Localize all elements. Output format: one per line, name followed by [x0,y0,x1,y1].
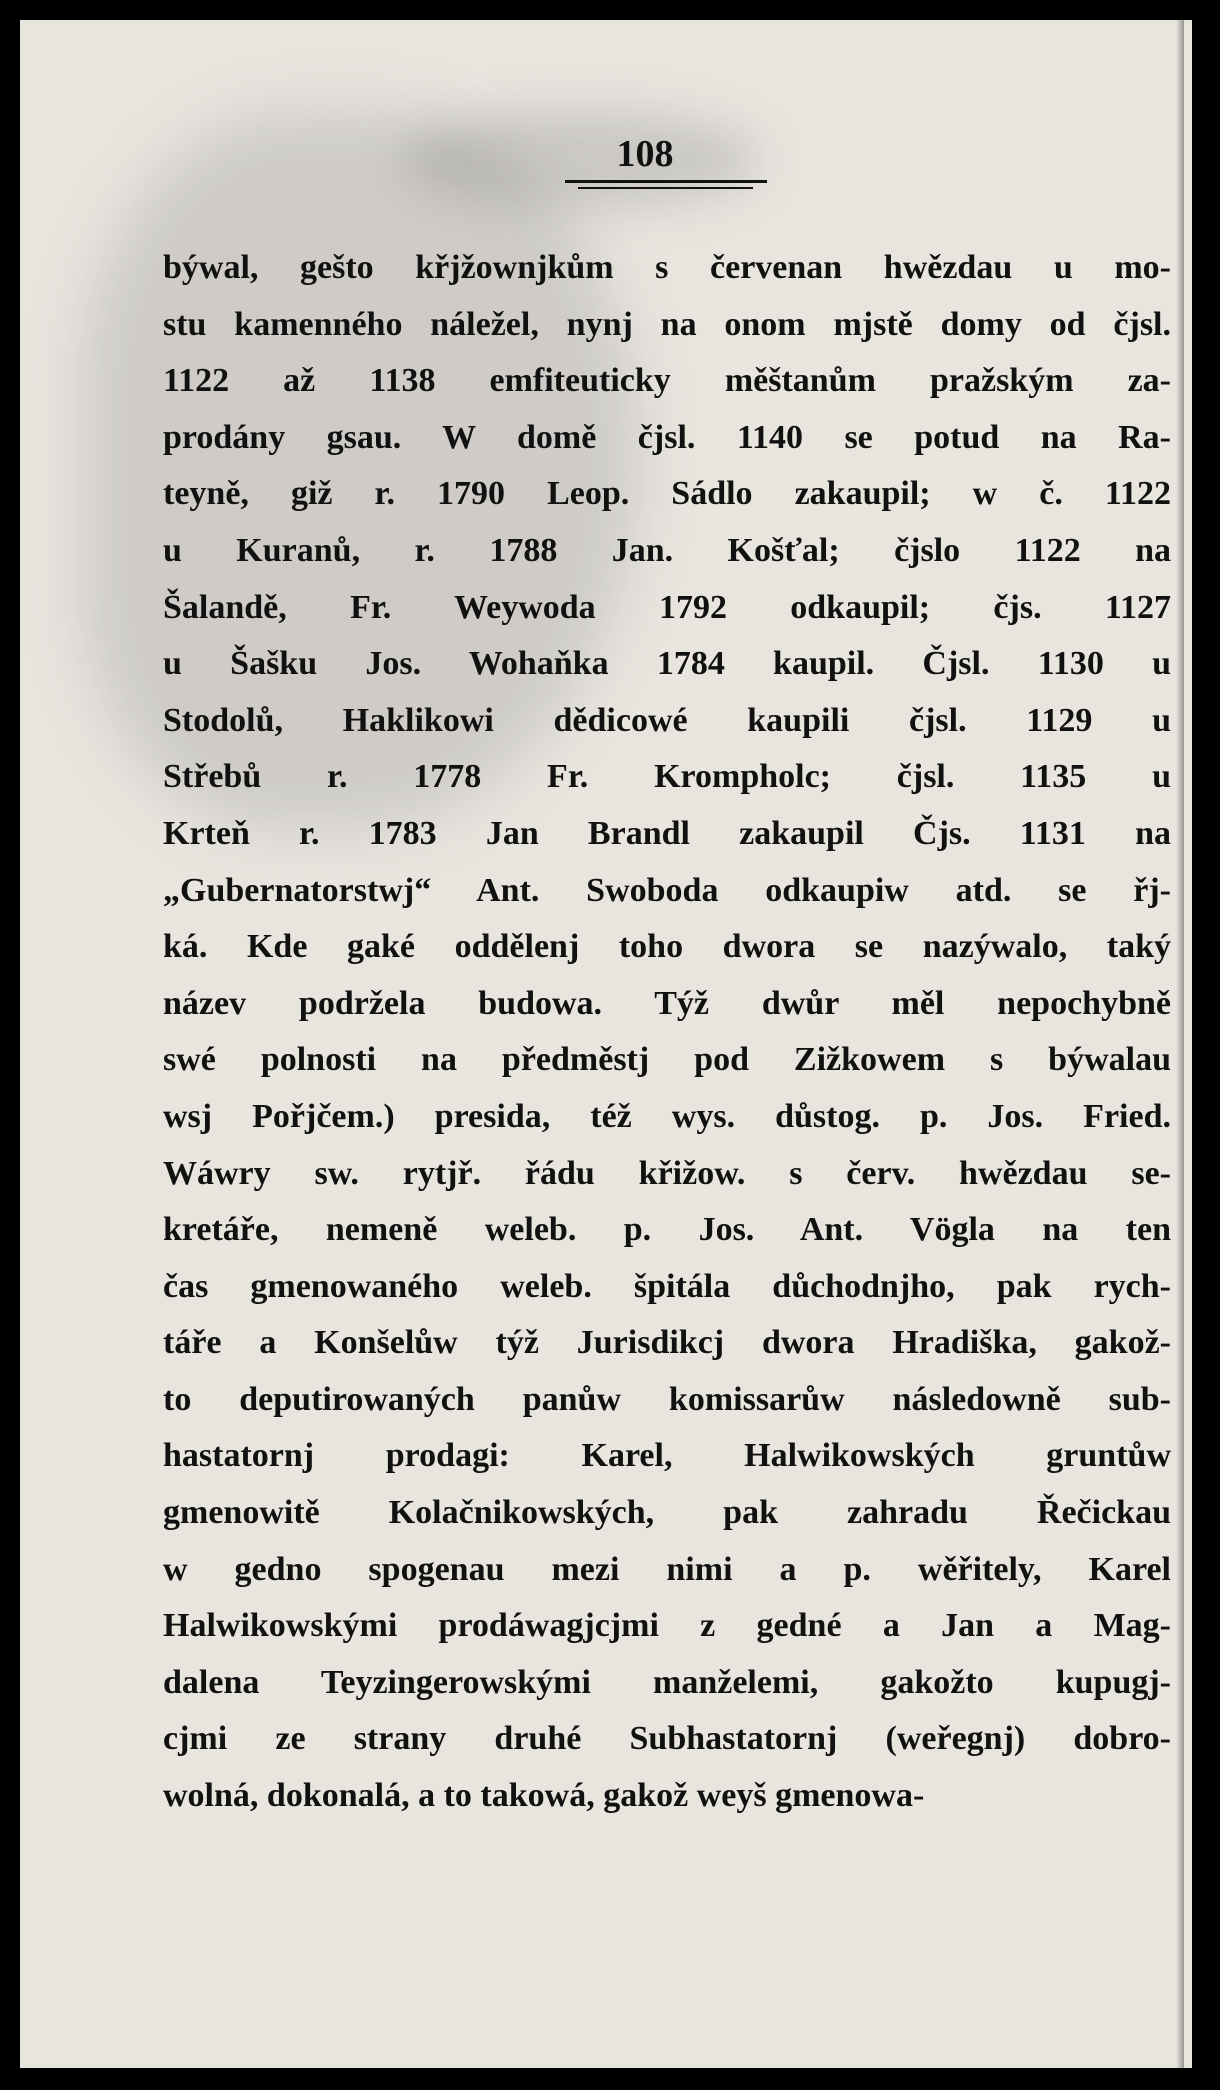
page-edge-shadow [1176,20,1184,2068]
text-line: hastatornj prodagi: Karel, Halwikowských gruntůw [163,1437,1171,1475]
text-line: dalena Teyzingerowskými manželemi, gakožto kupugj- [163,1663,1171,1701]
text-line: Stodolů, Haklikowi dědicowé kaupili čjsl. 1129 u [163,701,1171,739]
text-line: 1122 až 1138 emfiteuticky měštanům pražským za- [163,362,1171,400]
text-line: „Gubernatorstwj“ Ant. Swoboda odkaupiw atd. se řj- [163,871,1171,909]
text-line: ká. Kde gaké oddělenj toho dwora se nazýwalo, taký [163,928,1171,966]
text-line: Krteň r. 1783 Jan Brandl zakaupil Čjs. 1131 na [163,814,1171,852]
text-line: čas gmenowaného weleb. špitála důchodnjho, pak rych- [163,1267,1171,1305]
text-line: wsj Pořjčem.) presida, též wys. důstog. p. Jos. Fried. [163,1097,1171,1135]
text-line: Halwikowskými prodáwagjcjmi z gedné a Jan a Mag- [163,1607,1171,1645]
text-line: stu kamenného náležel, nynj na onom mjstě domy od čjsl. [163,305,1171,343]
page-number: 108 [616,133,674,175]
text-line: to deputirowaných panůw komissarůw následowně sub- [163,1380,1171,1418]
text-line: Šalandě, Fr. Weywoda 1792 odkaupil; čjs. 1127 [163,588,1171,626]
text-line: název podržela budowa. Týž dwůr měl nepochybně [163,984,1171,1022]
text-line: u Kuranů, r. 1788 Jan. Košťal; čjslo 1122 na [163,531,1171,569]
text-line: teyně, giž r. 1790 Leop. Sádlo zakaupil; w č. 1122 [163,475,1171,513]
text-line: u Šašku Jos. Wohaňka 1784 kaupil. Čjsl. 1130 u [163,645,1171,683]
text-line: gmenowitě Kolačnikowských, pak zahradu Řečickau [163,1494,1171,1532]
text-line: swé polnosti na předměstj pod Zižkowem s býwalau [163,1041,1171,1079]
text-line: w gedno spogenau mezi nimi a p. wěřitely, Karel [163,1550,1171,1588]
text-line: wolná, dokonalá, a to takowá, gakož weyš gmenowa- [163,1777,925,1815]
text-line: prodány gsau. W domě čjsl. 1140 se potud na Ra- [163,418,1171,456]
text-line: cjmi ze strany druhé Subhastatornj (weřegnj) dobro- [163,1720,1171,1758]
text-line: táře a Konšelůw týž Jurisdikcj dwora Hradiška, gakož- [163,1324,1171,1362]
text-line: Wáwry sw. rytjř. řádu křižow. s červ. hwězdau se- [163,1154,1171,1192]
header-rule [578,187,753,189]
header-rule [565,180,767,183]
text-line: býwal, gešto křjžownjkům s červenan hwězdau u mo- [163,249,1171,286]
body-text [163,240,1171,1825]
text-line: Střebů r. 1778 Fr. Krompholc; čjsl. 1135 u [163,758,1171,796]
text-line: kretáře, nemeně weleb. p. Jos. Ant. Vögla na ten [163,1211,1171,1249]
